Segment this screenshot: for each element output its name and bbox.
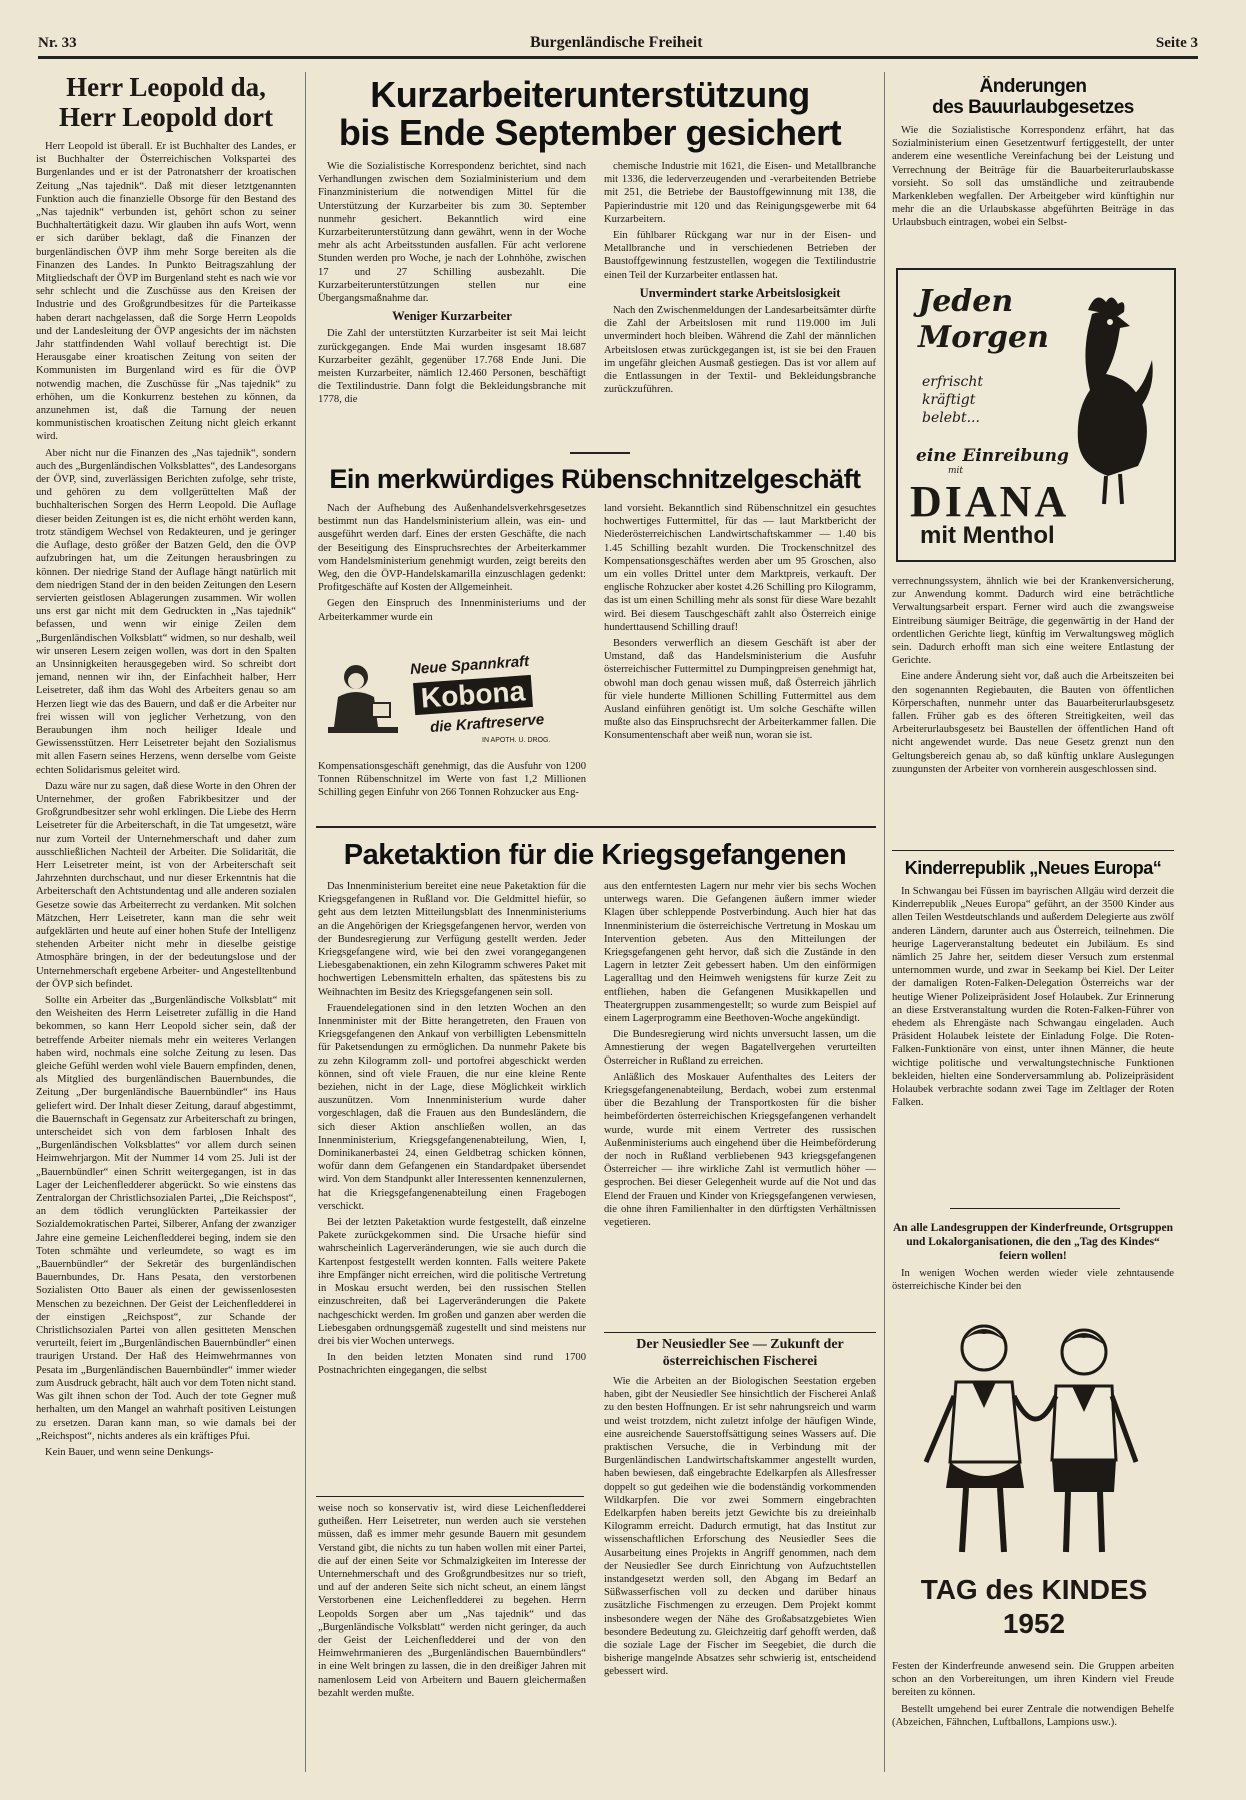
- paragraph: Besonders verwerflich an diesem Geschäft ist aber der Umstand, daß das Handelsministerium die Ausfuhr österreichischer Futtermittel zu Dumpingpreisen genehmigt hat, obwohl man doch genau wissen muß, daß Österreich jährlich für viele hunderte Millionen Schilling Futtermittel aus dem Ausland einführen genötigt ist. Um solche Geschäfte willen mußte also das Einspruchsrecht der Arbeiterkammer fallen. Die Konsumentenschaft aber weiß nun, woran sie ist.: [604, 638, 876, 742]
- poster-year: 1952: [1002, 1608, 1066, 1639]
- paragraph: Das Innenministerium bereitet eine neue Paketaktion für die Kriegsgefangenen in Rußland vor. Die Geldmittel hiefür, so geht aus dem letzten Mitteilungsblatt des Innenministeriums an die Angehörigen der Kriegsgefangenen hervor, werden von der Bundesregierung zur Verfügung gestellt werden. Jeder Kriegsgefangene wird, wie bei den zwei vorangegangenen Liebesgabenaktionen, ein zehn Kilogramm schweres Paket mit hochwertigen Lebensmitteln erhalten, das spätestens bis zu Weihnachten im Besitz des Kriegsgefangenen sein soll.: [318, 881, 586, 998]
- article-leopold: [36, 72, 296, 1772]
- kurzarbeit-col2: [604, 160, 876, 452]
- subheading: Unvermindert starke Arbeitslosigkeit: [639, 285, 841, 300]
- paragraph: Eine andere Änderung sieht vor, daß auch die Arbeitszeiten bei den sogenannten Regiebauten, die Bauten von öffentlichen Körperschaften, nunmehr unter das Bauarbeiterurlaubsgesetz fallen. Früher gab es des öfteren Streitigkeiten, weil das Arbeiterurlaubsgesetz bei Baustellen der öffentlichen Hand oft nicht angewendet wurde. Das neue Gesetz grenzt nun den Geltungsbereich genau ab, so daß künftig unklare Auslegungen zuungunsten der Arbeiter von vornherein ausgeschlossen sind.: [892, 671, 1174, 775]
- ruben-col1b: [318, 760, 586, 810]
- section-rule: [316, 1496, 584, 1497]
- diana-menthol: mit Menthol: [920, 522, 1055, 549]
- neusiedl-headline: Der Neusiedler See — Zukunft der österreichischen Fischerei: [636, 1337, 844, 1369]
- paragraph: In den beiden letzten Monaten sind rund 1700 Postnachrichten eingegangen, die selbst: [318, 1352, 586, 1377]
- poster-title: TAG des KINDES: [920, 1574, 1148, 1605]
- paragraph: aus den entferntesten Lagern nur mehr vier bis sechs Wochen unterwegs waren. Die Gefangenen äußern immer wieder Klagen über schleppende Postverbindung. Auch hier hat das Innenministerium die österreichische Vertretung in Moskau um Intervention gebeten. Aus den Mitteilungen der Kriegsgefangenen geht hervor, daß sich die Zustände in den Lagern in letzter Zeit gebessert haben. Um den einförmigen Lageralltag und den Heimweh wenigstens für kurze Zeit zu entfliehen, haben die Gefangenen Musikkapellen und Theatergruppen zusammengestellt; so wurde zum Beispiel auf einem Lagerprogramm eine Beethoven-Woche angekündigt.: [604, 881, 876, 1025]
- kinderrepublik-headline: Kinderrepublik „Neues Europa“: [904, 858, 1162, 878]
- paragraph: Bei der letzten Paketaktion wurde festgestellt, daß einzelne Pakete zurückgekommen sind. Die Ursache hiefür sind wahrscheinlich Lagerveränderungen, wie sie auch durch die Kartenpost festgestellt werden konnten. Falls weitere Pakete ihre Empfänger nicht erreichen, wird die politische Vertretung in Moskau ersucht werden, bei den russischen Stellen einzuschreiten, daß bei Lagerveränderungen die Pakete nachgeschickt werden. Im großen und ganzen aber werden die Liebesgaben ordnungsgemäß zugestellt und sind meistens nur drei bis vier Wochen unterwegs.: [318, 1217, 586, 1347]
- ruben-col2: [604, 502, 876, 810]
- kurzarbeit-headline: Kurzarbeiterunterstützung bis Ende September gesichert: [338, 74, 842, 153]
- article-bauurlaub: [892, 76, 1174, 262]
- article-neusiedl: [604, 1336, 876, 1772]
- masthead: [38, 28, 1198, 59]
- subheading: Weniger Kurzarbeiter: [392, 309, 512, 324]
- diana-ad: [896, 268, 1176, 562]
- paragraph: Bestellt umgehend bei eurer Zentrale die notwendigen Behelfe (Abzeichen, Fähnchen, Luftballons, Lampions usw.).: [892, 1703, 1174, 1728]
- diana-erfrischt: erfrischt: [922, 374, 983, 390]
- article-kinderrepublik: [892, 856, 1174, 1198]
- children-holding-hands-icon: [896, 1312, 1172, 1572]
- paragraph: Frauendelegationen sind in den letzten Wochen an den Innenminister mit der Bitte herangetreten, den Frauen von Kriegsgefangenen den Ankauf von verbilligten Lebensmitteln für Paketsendungen zu ermöglichen. Da nunmehr Pakete bis zu zehn Kilogramm zoll- und portofrei abgeschickt werden können, sind oft viele Frauen, die nur eine kleine Rente beziehen, nicht in der Lage, diese Möglichkeit wirklich auszunützen. Vom Innenministerium wurde daher vorgeschlagen, daß die Frauen aus den Bundesländern, die sich dieser Aktion anschließen wollen, an das Innenministerium, Kriegsgefangenenabteilung, Wien, I, Dominikanerbastei 24, einen Geldbetrag schicken können, wofür dann dem Gefangenen ein Standardpaket übersendet wird. Von dem Standpunkt aller Interessenten kennenzulernen, hat die Kriegsgefangenenabteilung einen Fragebogen verschickt.: [318, 1002, 586, 1212]
- paragraph: weise noch so konservativ ist, wird diese Leichenfledderei gutheißen. Herr Leisetreter, nun werden auch sie verstehen müssen, daß es immer mehr gesunde Bauern mit gesundem Verstand gibt, die nichts zu tun haben wollen mit einer Partei, die auf der einen Seite vor Schmalzigkeiten im Interesse der Unternehmerschaft und des Großgrundbesitzes nur so trieft, und auf der anderen Seite sich nicht scheut, an einem längst Verstorbenen eine Leichenfledderei zu begehen. Herrn Leopolds Sorgen aber um „Nas tajednik“ und das „Burgenländische Volksblatt“ werden nicht geringer, da auch der Geist der Leichenfledderei und der von den Heimwehrmanieren des „Burgenländischen Bauernbündlers“ in eine Welt bringen zu lassen, die in den dreißiger Jahren mit namenlosem Leid von Arbeitern und Bauern gleichermaßen bezahlt werden mußte.: [318, 1503, 586, 1699]
- paragraph: Wie die Sozialistische Korrespondenz berichtet, sind nach Verhandlungen zwischen dem Sozialministerium und dem Finanzministerium die notwendigen Mittel für die Unterstützung der Kurzarbeiter bis zum 30. September nunmehr gesichert. Bekanntlich wird eine Kurzarbeiterunterstützung dann gewährt, wenn in der Woche mehr als acht Arbeitsstunden ausfallen. Für acht verlorene Stunden werden pro Woche, je nach der Lohnhöhe, zwischen 17 und 27 Schilling ausbezahlt. Die Kurzarbeiterunterstützungen stellen nur eine Übergangsmaßnahme dar.: [318, 161, 586, 305]
- paragraph: Dazu wäre nur zu sagen, daß diese Worte in den Ohren der Unternehmer, der großen Fabrikbesitzer und der Großgrundbesitzer sehr wohl erklingen. Die Liebe des Herrn Leisetreter für die Arbeiterschaft, in die Tat umgesetzt, wäre nur zum Vorteil der Unternehmerschaft und daher zum ausschließlichen Nachteil der Arbeiter. Die Solidarität, die Herr Leisetreter meint, ist von der Arbeiterschaft seit Jahrzehnten durchschaut, und nur dieser Erkenntnis hat die Arbeiterschaft den Achtstundentag und alle anderen sozialen Gesetze sowie das Arbeiterrecht zu verdanken. Mit solchen Mätzchen, Herr Leisetreter, kann man die sehr weit aufgeklärten und heute auf einer hohen Stufe der Intelligenz stehenden Arbeiter nicht mehr in dieselbe geistige Atmosphäre bringen, in der der bedeutungslose und der Unternehmerschaft ergebene Arbeiter- und Angestelltenbund der ÖVP sich befindet.: [36, 780, 296, 990]
- leopold-continued: [318, 1502, 586, 1772]
- paket-col2: [604, 880, 876, 1325]
- paragraph: Wie die Arbeiten an der Biologischen Seestation ergeben haben, gibt der Neusiedler See hinsichtlich der Fischerei Anlaß zu den besten Hoffnungen. Er ist sehr nahrungsreich und warm und weist trotzdem, nicht zuletzt infolge der häufigen Winde, eine ausreichende Sauerstoffsättigung seines Wassers auf. Die praktischen Versuche, die in Verbindung mit der Burgenländischen Landwirtschaftskammer angestellt wurden, haben bewiesen, daß eingebrachte Edelkarpfen als Allesfresser doppelt so gut gedeihen wie die bodenständig vorkommenden Wildkarpfen. Die vor zwei Sommern eingebrachten Edelkarpfen haben bereits jetzt Gewichte bis zu dreieinhalb Kilogramm erreicht. Dadurch ermutigt, hat das Institut zur wissenschaftlichen Erforschung des Neusiedler Sees die Ausarbeitung eines Projekts in Angriff genommen, nach dem der Neusiedler See durch Einrichtung von Aufzuchtstellen instandgesetzt werden soll, den Abgang im Bedarf an Süßwasserfischen voll zu decken und darüber hinaus zusätzliche Fischmengen zu erzeugen. Dem Projekt kommt insbesondere wegen der Nähe des Großabsatzgebietes Wien besondere Bedeutung zu. Gleichzeitig darf gehofft werden, daß die soziale Lage der Fischer im Seegebiet, die durch die bisherige mangelnde Absatzes sehr schwierig ist, entscheidend gebessert wird.: [604, 1376, 876, 1678]
- kobona-brand: Kobona: [413, 675, 533, 715]
- paragraph: land vorsieht. Bekanntlich sind Rübenschnitzel ein gesuchtes hochwertiges Futtermittel, für das — laut Marktbericht der Niederösterreichischen Landwirtschaftskammer — 1.40 bis 1.45 Schilling bezahlt wurden. Die Trockenschnitzel des Kompensationsgeschäftes werden aber um 95 Groschen, also um ein volles Drittel unter dem Marktpreis, verkauft. Der englische Rohzucker aber kostet 4.26 Schilling pro Kilogramm, das ist um einen Schilling mehr als sonst für diese Ware bezahlt wird. Bei diesem Tauschgeschäft zahlt also Österreich einige hunderttausend Schilling drauf!: [604, 503, 876, 633]
- paragraph: In wenigen Wochen werden wieder viele zehntausende österreichische Kinder bei den: [892, 1268, 1174, 1293]
- paket-col1: [318, 880, 586, 1488]
- leopold-headline: Herr Leopold da, Herr Leopold dort: [59, 72, 273, 132]
- rooster-icon: [1048, 290, 1158, 510]
- diana-kraeftigt: kräftigt: [922, 392, 976, 408]
- column-divider: [884, 72, 885, 1772]
- paragraph: Kompensationsgeschäft genehmigt, das die Ausfuhr von 1200 Tonnen Rübenschnitzel im Werte von fast 1,2 Millionen Schilling gegen Einfuhr von 266 Tonnen Rohzucker aus Eng-: [318, 761, 586, 799]
- article-bauurlaub-continued: [892, 575, 1174, 845]
- kobona-note: IN APOTH. U. DROG.: [482, 737, 551, 744]
- paragraph: Festen der Kinderfreunde anwesend sein. Die Gruppen arbeiten schon an den Vorbereitungen, um ihren Kindern viel Freude bereiten zu können.: [892, 1661, 1174, 1699]
- kobona-ad: [322, 652, 580, 755]
- newspaper-title: Burgenländische Freiheit: [529, 34, 703, 51]
- diana-belebt: belebt...: [922, 410, 980, 426]
- paragraph: Kein Bauer, und wenn seine Denkungs-: [45, 1446, 214, 1458]
- bauurlaub-headline: Änderungen des Bauurlaubgesetzes: [932, 76, 1134, 118]
- paragraph: Sollte ein Arbeiter das „Burgenländische Volksblatt“ mit den Weisheiten des Herrn Leisetreter zufällig in die Hand bekommen, so kann Herr Leopold sicher sein, daß der betreffende Arbeiter niemals mehr ein weiteres Verlangen haben wird, nochmals eine solche Zeitung zu lesen. Das gleiche Gefühl werden wohl viele Bauern empfinden, denen, als Mitglied des burgenländischen Bauernbundes, die Zeitung „Der burgenländische Bauernbündler“ ins Haus geliefert wird. Der Inhalt dieser Zeitung, darauf abgestimmt, die Bauernschaft in Gegensatz zur Arbeiterschaft zu bringen, unterscheidet sich von dem farblosen Inhalt des „Burgenländischen Volksblattes“ vor allem durch seinen Heimwehrjargon. Mit der Nummer 14 vom 25. Juli ist der „Bauernbündler“ einen Schritt weitergegangen, ist in das Lager der Leichenfledderer abgerückt. So wie einstens das Zentralorgan der Christlichsozialen Partei, „Die Reichspost“, an dem tödlich verunglückten Parteikassier der Sozialdemokratischen Partei, Silberer, Anfang der zwanziger Jahre eine gemeine Leichenfledderei beging, indem sie den Toten schmähte und verleumdete, so wagt es im „Bauernbündler“ der Sekretär des burgenländischen Bauernbundes, Dr. Hans Pesata, den verstorbenen Sozialisten Otto Bauer als einen der gewissenlosesten Menschen zu bezeichnen. Der Geist der Leichenfledderei in der einstigen „Reichspost“, zur Schande der Christlichsozialen Partei von allen gesitteten Menschen verurteilt, feiert im „Burgenländischen Bauernbündler“ einen traurigen Urstand. Der Haß des Heimwehrmannes von Pesata im „Burgenländischen Bauernbündler“ immer wieder zum Ausdruck gebracht, hält auch vor dem Toten nicht stand. Was gilt ihnen schon der Tod. Auch der tote Gegner muß herhalten, um den Mangel an wahrhaft positiven Leistungen zu ersetzen. Daran kann man, so wie damals bei der „Reichspost“, nichts anderes als ein kräftiges Pfui.: [36, 995, 296, 1442]
- paragraph: Herr Leopold ist überall. Er ist Buchhalter des Landes, er ist Buchhalter der Österreichischen Volkspartei des Burgenlandes und er ist der Patronatsherr der kroatischen Zeitung „Nas tajednik“. Daß mit dieser letztgenannten Funktion auch die finanzielle Obsorge für den Bestand des „Nas tajednik“ verbunden ist, gehört schon zu seiner Buchhaltertätigkeit dazu. Wir glauben ihn aufs Wort, wenn er sich darüber beklagt, daß die Finanzen der burgenländischen ÖVP ihm mehr Sorge bereiten als die Finanzen des Landes. In Punkto Beitragszahlung der Mitgliedschaft der ÖVP im Burgenland steht es nach wie vor sehr schlecht und die Zuschüsse aus den Kreisen der Industrie und des Großgrundbesitzes für die Parteikasse haben derart nachgelassen, daß die Sorge Herrn Leopolds und der Landesleitung der ÖVP angesichts der im nächsten Jahr stattfindenden Wahl vollauf berechtigt ist. Die Herausgabe einer kroatischen Zeitung von seiten der Kommunisten im Burgenland wird es für die ÖVP notwendig machen, die Zuschüsse für „Nas tajednik“ zu erhöhen, um die Konkurrenz bestehen zu können, da anzunehmen ist, daß die Tarnung der neuen kommunistischen kroatischen Zeitung nicht gleich erkannt wird.: [36, 141, 296, 443]
- appeal-heading: An alle Landesgruppen der Kinderfreunde, Ortsgruppen und Lokalorganisationen, die den „Tag des Kindes“ feiern wollen!: [892, 1222, 1174, 1262]
- ruben-col1: [318, 502, 586, 650]
- tag-des-kindes-appeal: [892, 1216, 1174, 1308]
- paragraph: Die Zahl der unterstützten Kurzarbeiter ist seit Mai leicht zurückgegangen. Ende Mai wurden insgesamt 18.687 Kurzarbeiter gezählt, gegenüber 17.768 Ende Juni. Die meisten Kurzarbeiter, nämlich 12.460 Personen, beschäftigt die Textilindustrie. Dann folgt die Bekleidungsbranche mit 1778, die: [318, 328, 586, 406]
- kurzarbeit-col1: [318, 160, 586, 452]
- paragraph: Gegen den Einspruch des Innenministeriums und der Arbeiterkammer wurde ein: [318, 598, 586, 623]
- paragraph: Wie die Sozialistische Korrespondenz erfährt, hat das Sozialministerium einen Gesetzentwurf fertiggestellt, der unter anderem eine wesentliche Vereinfachung bei der Leistung und Verrechnung der Beiträge für die Bauarbeiterurlaubskasse vorsieht. So soll das umständliche und zeitraubende Markenkleben wegfallen. Der Arbeitgeber wird künftighin nur mehr die an die Urlaubskasse abgeführten Beiträge in das Urlaubsbuch eintragen, wobei ein Selbst-: [892, 125, 1174, 229]
- page-number: Seite 3: [1155, 35, 1198, 51]
- section-rule: [316, 826, 876, 828]
- diana-jeden: Jeden: [918, 284, 1014, 319]
- diana-einreibung: eine Einreibung: [916, 446, 1069, 466]
- diana-mit: mit: [948, 466, 964, 476]
- paragraph: Anläßlich des Moskauer Aufenthaltes des Leiters der Kriegsgefangenenabteilung, Berdach, wobei zum erstenmal über die Bezahlung der Transportkosten für die bisher heimbeförderten österreichischen Kriegsgefangenen verhandelt wurde, wurde mit einem Vertreter des russischen Außenministeriums auch eingehend über die Heimbeförderung der noch in Rußland verbliebenen 943 kriegsgefangenen Österreicher — ihre wirkliche Zahl ist vermutlich höher — gesprochen. Bei dieser Gelegenheit wurde auf die Not und das Elend der Frauen und Kinder von Kriegsgefangenen verwiesen, die ohne ihren Familienhalter in den dürftigsten Verhältnissen vegetieren.: [604, 1071, 876, 1229]
- tag-des-kindes-poster: [896, 1312, 1172, 1652]
- section-rule: [950, 1208, 1120, 1209]
- paragraph: chemische Industrie mit 1621, die Eisen- und Metallbranche mit 1336, die lederverzeugenden und -verarbeitenden Betriebe mit 251, die Betriebe der Baustoffgewinnung mit 138, die Papierindustrie mit 120 und das Reinigungsgewerbe mit 64 Kurzarbeitern.: [604, 161, 876, 225]
- kobona-slogan: Neue Spannkraft: [409, 652, 530, 679]
- woman-with-cup-icon: [322, 657, 402, 752]
- tag-des-kindes-text: [892, 1660, 1174, 1772]
- paragraph: Nach der Aufhebung des Außenhandelsverkehrsgesetzes bestimmt nun das Handelsministerium allein, was ein- und ausgeführt werden darf. Eines der ersten Geschäfte, die nach der Beseitigung des Einspruchsrechtes der Arbeiterkammer vom Handelsministerium genehmigt wurden, zeigt bereits den Weg, den die ÖVP-Handelskamarilla einzuschlagen gedenkt: Profitgeschäfte auf Kosten der Allgemeinheit.: [318, 503, 586, 594]
- ruben-headline: Ein merkwürdiges Rübenschnitzelgeschäft: [329, 464, 861, 494]
- issue-number: Nr. 33: [38, 35, 77, 51]
- paragraph: Die Bundesregierung wird nichts unversucht lassen, um die Amnestierung der wegen Bagatellvergehen verurteilten Österreicher in Rußland zu erreichen.: [604, 1029, 876, 1067]
- paragraph: Nach den Zwischenmeldungen der Landesarbeitsämter dürfte die Zahl der Arbeitslosen mit rund 119.000 im Juli unvermindert hoch bleiben. Während die Zahl der männlichen Arbeitslosen etwas zurückgegangen ist, ist sie bei den Frauen im ungefähr gleichen Ausmaß gestiegen. Das ist vor allem auf die Entlassungen in der Textil- und Bekleidungsbranche zurückzuführen.: [604, 305, 876, 396]
- kobona-tagline: die Kraftreserve: [429, 711, 545, 736]
- section-rule: [570, 452, 630, 454]
- paket-headline: Paketaktion für die Kriegsgefangenen: [343, 839, 847, 871]
- paragraph: Ein fühlbarer Rückgang war nur in der Eisen- und Metallbranche und in verschiedenen Betrieben der Baustoffgewinnung festzustellen, wogegen die Textilindustrie einen Teil der Kurzarbeiter entlassen hat.: [604, 230, 876, 281]
- column-divider: [305, 72, 306, 1772]
- paragraph: verrechnungssystem, ähnlich wie bei der Krankenversicherung, zur Anwendung kommt. Dadurch wird eine beträchtliche Verwaltungsarbeit erspart. Ferner wird auch die zwangsweise Eintreibung säumiger Beiträge, die gegenwärtig in der Hand der ordentlichen Gerichte liegt, künftig im Verwaltungsweg möglich sein. Dadurch erhofft man sich eine weitere Entlastung der Gerichte.: [892, 576, 1174, 667]
- diana-brand: DIANA: [910, 477, 1070, 526]
- section-rule: [604, 1332, 876, 1333]
- paragraph: Aber nicht nur die Finanzen des „Nas tajednik“, sondern auch des „Burgenländischen Volksblattes“, des Landesorgans der ÖVP, sind, zuverlässigen Berichten zufolge, sehr triste, und gehören zu dem vollgerüttelten Maß der buchhalterischen Sorgen des Herrn Leopold. Die Auflage dieser beiden Zeitungen ist es, die nicht erhöht werden kann, trotz ständigem Wechsel von Redakteuren, und je geringer die Auflage, desto größer der Batzen Geld, den die ÖVP aufzubringen hat, um die Zeitungen herausbringen zu können. Der niedrige Stand der Auflage hängt natürlich mit dem niedrigen Stand der in den beiden Zeitungen den Lesern servierten geistlosen Ablagerungen zusammen. Wir wollen uns erst gar nicht mit dem Gedruckten in „Nas tajednik“ befassen, und wenn wir einige Zeilen dem „Burgenländischen Volksblatt“ widmen, so nur deshalb, weil wir unseren Lesern zeigen wollen, was dort in den Spalten an Unsinnigkeiten herausgegeben wird. So schreibt dort jemand, nennen wir ihn, der Einfachheit halber, Herr Leisetreter, daß ihm das Wohl des Arbeiters genau so am Herzen liegt wie das des Bauern, und daß er die Arbeiter nur frei wissen will von jeglicher Verhetzung, von den Beraubungen ihm noch heiliger Ideale und Gewissensstützen. Herr Leisetreter bejaht den Sozialismus mit allen Fasern seines Herzens, wenn derselbe vom Geiste echten Solidarismus geleitet wird.: [36, 447, 296, 776]
- paragraph: In Schwangau bei Füssen im bayrischen Allgäu wird derzeit die Kinderrepublik „Neues Europa“ geführt, an der 3500 Kinder aus allen Teilen Westdeutschlands und außerdem Delegierte aus zwölf anderen Ländern, darunter auch aus Österreich, teilnehmen. Die heurige Lagerveranstaltung bedeutet ein Jubiläum. Es sind nämlich 25 Jahre her, seitdem dieser Versuch zum erstenmal unternommen wurde, und zwar in Seekamp bei Kiel. Der Leiter der damaligen Roten-Falken-Delegation Österreichs war der heutige Wiener Polizeipräsident Josef Holaubek. Zur Erinnerung an diese Erstveranstaltung wurden die Roten-Falken-Führer von ehedem als Ehrengäste nach Schwangau eingeladen. Auch Präsident Holaubek leistete der Einladung Folge. Die Roten-Falken-Funktionäre von einst, unter ihnen Männer, die heute wichtige politische und verwaltungstechnische Funktionen bekleiden, hielten eine Sonderversammlung ab. Polizeipräsident Holaubek verbrachte sodann zwei Tage im Zeltlager der Roten Falken.: [892, 886, 1174, 1109]
- section-rule: [892, 850, 1174, 851]
- diana-morgen: Morgen: [918, 320, 1049, 355]
